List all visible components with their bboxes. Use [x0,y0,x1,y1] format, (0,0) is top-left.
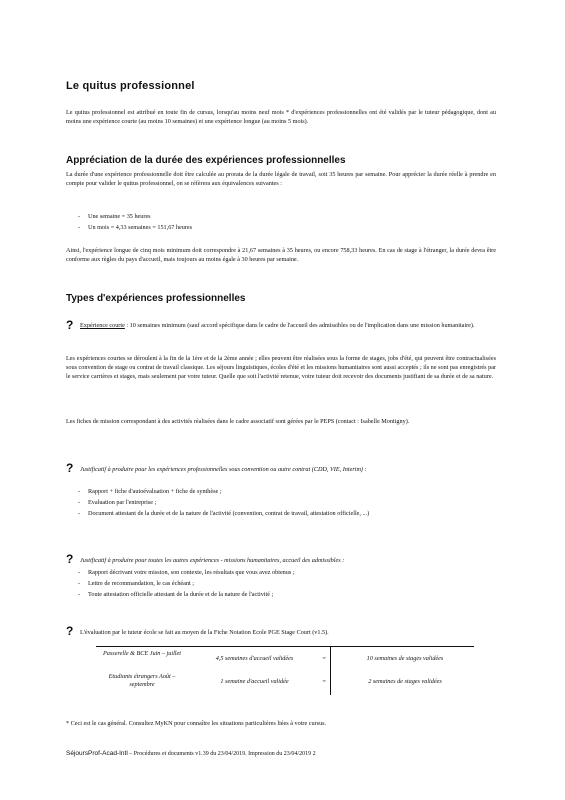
justification-contract-item: - Rapport + fiche d'autoévaluation + fiche de synthèse ; [88,487,222,496]
question-icon: ? [66,552,74,566]
evaluation-paragraph: L'évaluation par le tuteur école se fait au moyen de la Fiche Notation Ecole PGE Stage Court (v1.5). [80,629,329,636]
question-icon: ? [66,318,74,332]
footnote: * Ceci est le cas général. Consultez MyKN pour connaître les situations particulières liées à votre cursus. [66,720,327,727]
page-title: Le quitus professionnel [66,80,195,92]
table-row-label: Passerelle & BCE Juin – juillet [103,650,181,657]
short-experience-label: Expérience courte [80,322,125,329]
short-experience-paragraph [80,321,496,330]
bullet-month: - Un mois = 4,33 semaines = 151,67 heures [88,223,192,232]
table-divider [330,647,331,695]
footer-doc-name: SéjoursProf-Acad-Intl [66,750,128,757]
justification-other-item: - Lettre de recommandation, le cas échéant ; [88,579,194,588]
justification-other-item: - Rapport décrivant votre mission, son contexte, les résultats que vous avez obtenus ; [88,568,295,577]
table-equals: = [322,655,327,662]
page-footer [66,750,316,757]
justification-other-title: Justificatif à produire pour toutes les autres expériences - missions humanitaires, accueil des admissibles : [80,557,345,564]
table-cell-mid: 1 semaine d'accueil validée [220,678,289,685]
table-cell-right: 2 semaines de stages validées [368,678,442,685]
duration-example-paragraph: Ainsi, l'expérience longue de cinq mois minimum doit correspondre à 21,67 semaines à 35 heures, ou encore 758,33 heures. En cas de stage à l'étranger, la durée devra être conforme aux règles du pays d'accueil, mais toujours au moins égale à 30 heures par semaine. [66,247,496,263]
justification-other-item: - Toute attestation officielle attestant de la durée et de la nature de l'activité ; [88,590,273,599]
table-row-label: Etudiants étrangers Août – septembre [108,673,176,688]
footer-meta: – Procédures et documents v1.39 du 23/04/2019. Impression du 23/04/2019 2 [129,751,316,757]
table-equals: = [322,678,327,685]
justification-contract-item: - Evaluation par l'entreprise ; [88,498,156,507]
section-title-types: Types d'expériences professionnelles [66,293,246,304]
table-cell-right: 10 semaines de stages validées [366,655,444,662]
justification-contract-item: - Document attestant de la durée et de la nature de l'activité (convention, contrat de travail, attestation officielle, ...) [88,509,496,518]
question-icon: ? [66,624,74,638]
short-experience-text: : 10 semaines minimum (sauf accord spécifique dans le cadre de l'accueil des admissibles ou de l'implication dans une mission humanitaire). [126,322,475,329]
equivalence-table [96,646,474,697]
intro-paragraph: Le quitus professionnel est attribué en toute fin de cursus, lorsqu'au moins neuf mois * d'expériences professionnelles ont été validés par le tuteur pédagogique, dont au moins une expérience courte (au moins 10 semaines) et une expérience longue (au moins 5 mois). [66,109,496,125]
question-icon: ? [66,461,74,475]
bullet-week: - Une semaine = 35 heures [88,212,151,221]
table-cell-mid: 4,5 semaines d'accueil validées [215,655,294,662]
mission-sheets-paragraph: Les fiches de mission correspondant à des activités réalisées dans le cadre associatif sont gérées par le PEPS (contact : Isabelle Montigny). [66,418,410,425]
justification-contract-title: Justificatif à produire pour les expériences professionnelles sous convention ou autre contrat (CDD, VIE, Interim) : [80,466,367,473]
short-experiences-paragraph: Les expériences courtes se déroulent à la fin de la 1ère et de la 2ème année ; elles peuvent être réalisées sous la forme de stages, jobs d'été, qui peuvent être contractualisées sous convention de stage ou contrat de travail classique. Les séjours linguistiques, écoles d'été et les missions humanitaires sont aussi acceptés ; ils ne sont pas enregistrés par le service carrières et stages, mais seulement par votre tuteur. Quelle que soit l'activité retenue, votre tuteur doit recevoir des documents justifiant de sa durée et de sa nature. [66,355,496,380]
duration-paragraph: La durée d'une expérience professionnelle doit être calculée au prorata de la durée légale de travail, soit 35 heures par semaine. Pour apprécier la durée réelle à prendre en compte pour valider le quitus professionnel, on se réfèrera aux équivalences suivantes : [66,171,496,187]
section-title-duration: Appréciation de la durée des expériences professionnelles [66,155,346,166]
